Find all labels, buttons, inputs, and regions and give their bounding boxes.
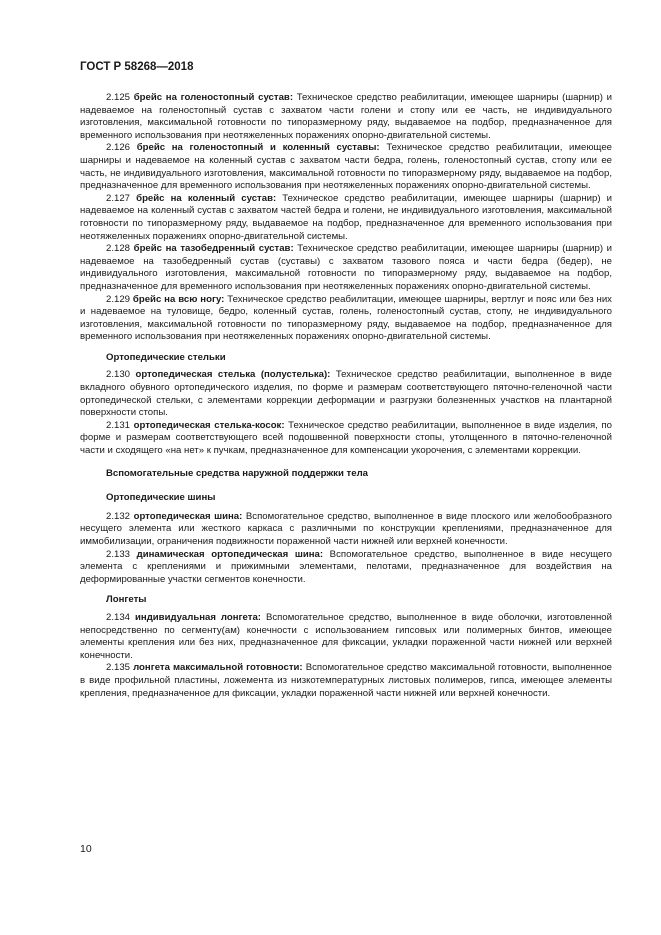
term-entry: 2.126 брейс на голеностопный и коленный суставы: Техническое средство реабилитации, имеющее шарниры и надеваемое на коленный сустав с захватом части бедра, голень, голеностопный сустав, стопу или ее часть, не индивидуального изготовления, максимальной готовности по типоразмерному ряду, выдаваемое на подбор, предназначенное для временного использования при неотяжеленных поражениях опорно-двигательной системы. [80,142,612,192]
page-content [80,92,612,700]
document-header: ГОСТ Р 58268—2018 [80,61,194,73]
term-entry: 2.129 брейс на всю ногу: Техническое средство реабилитации, имеющее шарниры, вертлуг и пояс или без них и надеваемое на туловище, бедро, коленный сустав, голень, голеностопный сустав, стопу, не индивидуального изготовления, максимальной готовности по типоразмерному ряду, выдаваемое на подбор, предназначенное для временного использования при неотяжеленных поражениях опорно-двигательной системы. [80,293,612,343]
term-entry: 2.130 ортопедическая стелька (полустелька): Техническое средство реабилитации, выполненное в виде вкладного обувного ортопедического изделия, по форме и размерам соответствующего пяточно-геленочной части ортопедической стельки, с элементами коррекции деформации и разгрузки болезненных участков на плантарной поверхности стопы. [80,369,612,419]
page-number: 10 [80,843,92,855]
section-heading-splints: Ортопедические шины [106,492,216,504]
section-heading-aux: Вспомогательные средства наружной поддержки тела [106,467,369,479]
section-heading-longuets: Лонгеты [106,594,147,606]
term-entry: 2.133 динамическая ортопедическая шина: Вспомогательное средство, выполненное в виде несущего элемента с креплениями и прижимными элементами, пелотами, предназначенное для воздействия на деформированные участки сегментов конечности. [80,548,612,585]
term-entry: 2.127 брейс на коленный сустав: Техническое средство реабилитации, имеющее шарниры (шарнир) и надеваемое на коленный сустав с захватом частей бедра и голени, не индивидуального изготовления, максимальной готовности по типоразмерному ряду, выдаваемое на подбор, предназначенное для временного использования при неотяжеленных поражениях опорно-двигательной системы. [80,192,612,242]
term-entry: 2.125 брейс на голеностопный сустав: Техническое средство реабилитации, имеющее шарниры (шарнир) и надеваемое на голеностопный сустав с захватом части голени и стопу или ее часть, не индивидуального изготовления, максимальной готовности по типоразмерному ряду, выдаваемое на подбор, предназначенное для временного использования при неотяжеленных поражениях опорно-двигательной системы. [80,92,612,141]
term-entry: 2.128 брейс на тазобедренный сустав: Техническое средство реабилитации, имеющее шарниры (шарнир) и надеваемое на тазобедренный сустав (суставы) с захватом тазового пояса и части бедра (бедер), не индивидуального изготовления, максимальной готовности по типоразмерному ряду, выдаваемое на подбор, предназначенное для временного использования при неотяжеленных поражениях опорно-двигательной системы. [80,243,612,292]
term-entry: 2.134 индивидуальная лонгета: Вспомогательное средство, выполненное в виде оболочки, изготовленной непосредственно по сегменту(ам) конечности с использованием гипсовых или полимерных бинтов, имеющее элементы крепления или без них, предназначенное для фиксации, укладки пораженной части нижней или верхней конечности. [80,611,612,661]
term-entry: 2.135 лонгета максимальной готовности: Вспомогательное средство максимальной готовности, выполненное в виде профильной пластины, ложемента из низкотемпературных листовых полимеров, гипса, имеющее элементы крепления, предназначенное для фиксации, укладки пораженной части нижней или верхней конечности. [80,662,613,699]
term-entry: 2.131 ортопедическая стелька-косок: Техническое средство реабилитации, выполненное в виде изделия, по форме и размерам соответствующего всей подошвенной поверхности стопы, утолщенного в пяточно-геленочной части и сходящего «на нет» к пучкам, предназначенное для компенсации укорочения, с элементами коррекции. [80,419,612,457]
term-entry: 2.132 ортопедическая шина: Вспомогательное средство, выполненное в виде плоского или желобообразного несущего элемента или жесткого каркаса с различными по конструкции креплениями, предназначенное для иммобилизации, ограничения подвижности пораженной части нижней или верхней конечности. [80,510,612,547]
section-heading-insoles: Ортопедические стельки [106,351,226,363]
